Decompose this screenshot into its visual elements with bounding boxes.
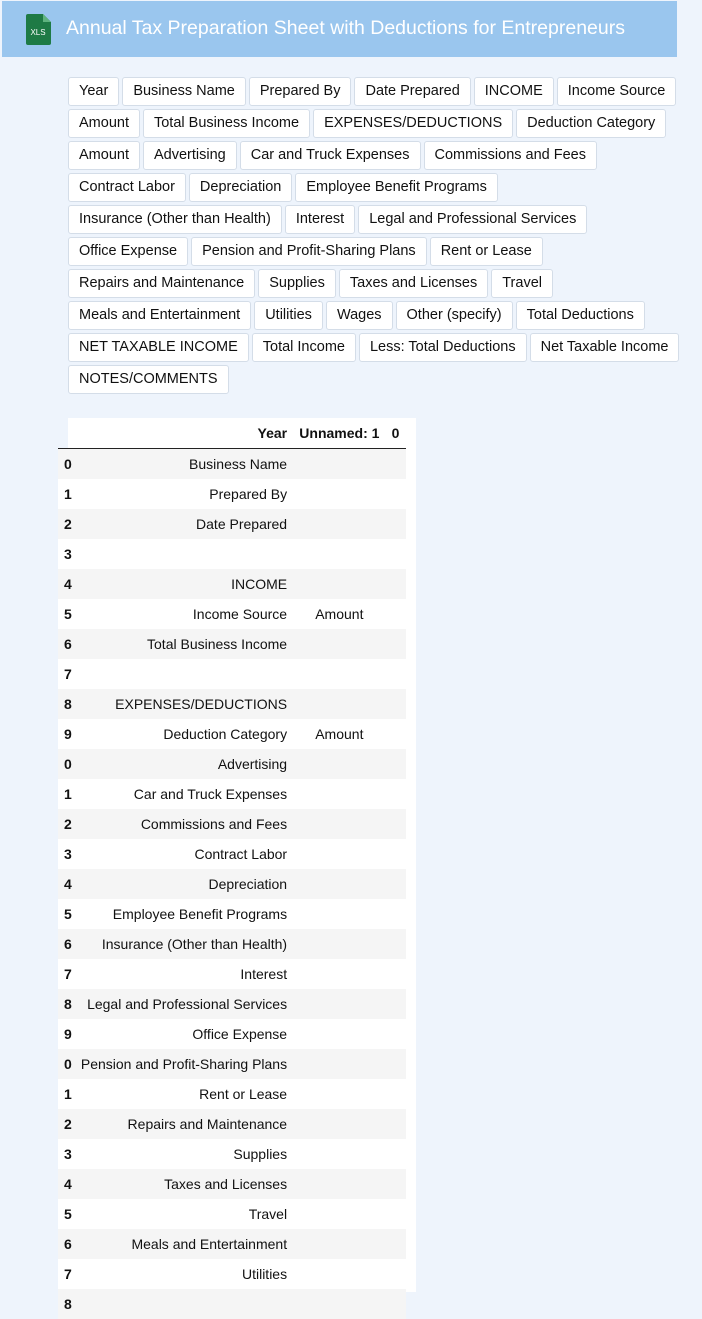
row-index: 1 [58, 479, 74, 509]
table-row [58, 449, 406, 480]
cell-unnamed-1 [293, 1019, 386, 1049]
column-header-0[interactable]: 0 [386, 418, 406, 449]
table-row [58, 1049, 406, 1079]
cell-unnamed-1 [293, 479, 386, 509]
row-index: 6 [58, 629, 74, 659]
row-index: 6 [58, 929, 74, 959]
chip-row [68, 301, 698, 330]
row-index: 7 [58, 659, 74, 689]
row-index: 9 [58, 719, 74, 749]
table-row [58, 749, 406, 779]
row-index: 4 [58, 869, 74, 899]
cell-unnamed-1 [293, 449, 386, 480]
column-chip[interactable]: Amount [68, 141, 140, 170]
cell-unnamed-1 [293, 1139, 386, 1169]
column-chip[interactable]: Legal and Professional Services [358, 205, 587, 234]
cell-0 [386, 839, 406, 869]
column-chip[interactable]: INCOME [474, 77, 554, 106]
cell-0 [386, 1199, 406, 1229]
column-chip[interactable]: Less: Total Deductions [359, 333, 527, 362]
cell-unnamed-1 [293, 1169, 386, 1199]
cell-unnamed-1 [293, 989, 386, 1019]
cell-unnamed-1 [293, 779, 386, 809]
row-index: 8 [58, 689, 74, 719]
row-index: 5 [58, 599, 74, 629]
cell-year [74, 659, 293, 689]
column-chip[interactable]: Date Prepared [354, 77, 470, 106]
table-row [58, 1289, 406, 1319]
column-chip[interactable]: Other (specify) [396, 301, 513, 330]
cell-0 [386, 629, 406, 659]
table-row [58, 479, 406, 509]
cell-year: Date Prepared [74, 509, 293, 539]
column-chip[interactable]: Rent or Lease [430, 237, 543, 266]
cell-0 [386, 1139, 406, 1169]
chip-row [68, 333, 698, 362]
row-index: 3 [58, 1139, 74, 1169]
row-index: 0 [58, 449, 74, 480]
cell-unnamed-1 [293, 959, 386, 989]
cell-year: Rent or Lease [74, 1079, 293, 1109]
cell-0 [386, 749, 406, 779]
cell-year: Income Source [74, 599, 293, 629]
cell-unnamed-1 [293, 839, 386, 869]
cell-0 [386, 1289, 406, 1319]
row-index: 8 [58, 989, 74, 1019]
row-index: 2 [58, 809, 74, 839]
row-index: 3 [58, 539, 74, 569]
cell-0 [386, 599, 406, 629]
cell-0 [386, 1019, 406, 1049]
row-index: 2 [58, 1109, 74, 1139]
column-header-year[interactable]: Year [74, 418, 293, 449]
table-row [58, 809, 406, 839]
table-row [58, 1169, 406, 1199]
cell-unnamed-1 [293, 629, 386, 659]
row-index: 0 [58, 1049, 74, 1079]
cell-unnamed-1 [293, 1079, 386, 1109]
column-chip[interactable]: Business Name [122, 77, 246, 106]
cell-0 [386, 929, 406, 959]
cell-0 [386, 779, 406, 809]
table-row [58, 629, 406, 659]
cell-unnamed-1 [293, 689, 386, 719]
table-row [58, 989, 406, 1019]
cell-year [74, 1289, 293, 1319]
cell-0 [386, 1229, 406, 1259]
row-index: 4 [58, 1169, 74, 1199]
column-chip[interactable]: Repairs and Maintenance [68, 269, 255, 298]
column-chip[interactable]: Utilities [254, 301, 323, 330]
table-row [58, 1199, 406, 1229]
chip-row [68, 77, 698, 106]
cell-unnamed-1 [293, 1229, 386, 1259]
column-chip[interactable]: Total Business Income [143, 109, 310, 138]
cell-year: Depreciation [74, 869, 293, 899]
cell-year: Legal and Professional Services [74, 989, 293, 1019]
cell-unnamed-1 [293, 899, 386, 929]
cell-0 [386, 539, 406, 569]
column-chip[interactable]: Deduction Category [516, 109, 666, 138]
page-title: Annual Tax Preparation Sheet with Deductions for Entrepreneurs [66, 1, 625, 57]
column-chip[interactable]: Taxes and Licenses [339, 269, 488, 298]
column-chip[interactable]: Meals and Entertainment [68, 301, 251, 330]
table-row [58, 539, 406, 569]
column-chip[interactable]: NET TAXABLE INCOME [68, 333, 249, 362]
cell-0 [386, 899, 406, 929]
cell-year: Advertising [74, 749, 293, 779]
cell-year: Prepared By [74, 479, 293, 509]
row-index: 1 [58, 1079, 74, 1109]
chip-row [68, 365, 698, 394]
column-chip[interactable]: Wages [326, 301, 393, 330]
chip-row [68, 109, 698, 138]
row-index: 0 [58, 749, 74, 779]
cell-year: EXPENSES/DEDUCTIONS [74, 689, 293, 719]
row-index: 8 [58, 1289, 74, 1319]
cell-0 [386, 869, 406, 899]
cell-year: Pension and Profit-Sharing Plans [74, 1049, 293, 1079]
table-row [58, 1109, 406, 1139]
chip-row [68, 173, 698, 202]
cell-unnamed-1 [293, 749, 386, 779]
cell-unnamed-1 [293, 1199, 386, 1229]
cell-unnamed-1: Amount [293, 599, 386, 629]
cell-unnamed-1 [293, 1109, 386, 1139]
cell-year: Travel [74, 1199, 293, 1229]
table-row [58, 569, 406, 599]
cell-0 [386, 989, 406, 1019]
cell-0 [386, 1109, 406, 1139]
column-chip[interactable]: EXPENSES/DEDUCTIONS [313, 109, 513, 138]
column-chip[interactable]: Supplies [258, 269, 336, 298]
cell-unnamed-1 [293, 1259, 386, 1289]
column-chip[interactable]: Interest [285, 205, 355, 234]
table-row [58, 689, 406, 719]
row-index: 9 [58, 1019, 74, 1049]
cell-year: Taxes and Licenses [74, 1169, 293, 1199]
xls-file-icon [24, 14, 52, 45]
index-header [58, 418, 74, 449]
chip-row [68, 205, 698, 234]
cell-0 [386, 479, 406, 509]
table-row [58, 1259, 406, 1289]
table-row [58, 1229, 406, 1259]
cell-unnamed-1 [293, 869, 386, 899]
cell-0 [386, 1049, 406, 1079]
cell-unnamed-1 [293, 929, 386, 959]
column-chip[interactable]: Amount [68, 109, 140, 138]
cell-0 [386, 959, 406, 989]
cell-year: Business Name [74, 449, 293, 480]
cell-0 [386, 1169, 406, 1199]
table-header-row [58, 418, 406, 449]
cell-unnamed-1 [293, 509, 386, 539]
column-chip[interactable]: Contract Labor [68, 173, 186, 202]
cell-0 [386, 1259, 406, 1289]
cell-unnamed-1 [293, 809, 386, 839]
cell-year: Deduction Category [74, 719, 293, 749]
cell-unnamed-1 [293, 1289, 386, 1319]
cell-year: Meals and Entertainment [74, 1229, 293, 1259]
cell-year: Total Business Income [74, 629, 293, 659]
chip-row [68, 269, 698, 298]
cell-0 [386, 659, 406, 689]
table-row [58, 899, 406, 929]
cell-0 [386, 809, 406, 839]
column-chip[interactable]: NOTES/COMMENTS [68, 365, 229, 394]
column-chip[interactable]: Pension and Profit-Sharing Plans [191, 237, 427, 266]
table-row [58, 929, 406, 959]
column-chip[interactable]: Prepared By [249, 77, 352, 106]
column-header-unnamed-1[interactable]: Unnamed: 1 [293, 418, 386, 449]
column-chip-list [68, 77, 698, 397]
column-chip[interactable]: Income Source [557, 77, 677, 106]
cell-0 [386, 449, 406, 480]
cell-0 [386, 1079, 406, 1109]
table-row [58, 1139, 406, 1169]
column-chip[interactable]: Net Taxable Income [530, 333, 680, 362]
column-chip[interactable]: Employee Benefit Programs [295, 173, 498, 202]
cell-unnamed-1 [293, 569, 386, 599]
cell-year: Supplies [74, 1139, 293, 1169]
cell-year: Employee Benefit Programs [74, 899, 293, 929]
column-chip[interactable]: Total Income [252, 333, 356, 362]
row-index: 6 [58, 1229, 74, 1259]
cell-0 [386, 569, 406, 599]
cell-unnamed-1 [293, 659, 386, 689]
row-index: 3 [58, 839, 74, 869]
row-index: 2 [58, 509, 74, 539]
table-row [58, 839, 406, 869]
column-chip[interactable]: Year [68, 77, 119, 106]
chip-row [68, 237, 698, 266]
column-chip[interactable]: Travel [491, 269, 553, 298]
table-row [58, 869, 406, 899]
cell-0 [386, 509, 406, 539]
column-chip[interactable]: Total Deductions [516, 301, 645, 330]
cell-year [74, 539, 293, 569]
chip-row [68, 141, 698, 170]
column-chip[interactable]: Car and Truck Expenses [240, 141, 421, 170]
table-row [58, 599, 406, 629]
column-chip[interactable]: Office Expense [68, 237, 188, 266]
cell-year: Interest [74, 959, 293, 989]
cell-unnamed-1 [293, 539, 386, 569]
cell-unnamed-1 [293, 1049, 386, 1079]
row-index: 5 [58, 899, 74, 929]
row-index: 1 [58, 779, 74, 809]
cell-year: Commissions and Fees [74, 809, 293, 839]
row-index: 5 [58, 1199, 74, 1229]
cell-year: Contract Labor [74, 839, 293, 869]
column-chip[interactable]: Advertising [143, 141, 237, 170]
table-row [58, 1019, 406, 1049]
row-index: 7 [58, 959, 74, 989]
cell-0 [386, 689, 406, 719]
cell-year: Office Expense [74, 1019, 293, 1049]
column-chip[interactable]: Insurance (Other than Health) [68, 205, 282, 234]
row-index: 4 [58, 569, 74, 599]
cell-year: Repairs and Maintenance [74, 1109, 293, 1139]
table-row [58, 719, 406, 749]
row-index: 7 [58, 1259, 74, 1289]
cell-year: Insurance (Other than Health) [74, 929, 293, 959]
cell-0 [386, 719, 406, 749]
table-row [58, 659, 406, 689]
column-chip[interactable]: Depreciation [189, 173, 292, 202]
cell-year: INCOME [74, 569, 293, 599]
table-row [58, 509, 406, 539]
table-body [58, 449, 406, 1319]
column-chip[interactable]: Commissions and Fees [424, 141, 598, 170]
table-row [58, 779, 406, 809]
cell-year: Car and Truck Expenses [74, 779, 293, 809]
cell-unnamed-1: Amount [293, 719, 386, 749]
title-bar [2, 1, 677, 57]
table-row [58, 959, 406, 989]
data-table [58, 418, 406, 1319]
svg-text:XLS: XLS [30, 28, 45, 37]
cell-year: Utilities [74, 1259, 293, 1289]
table-row [58, 1079, 406, 1109]
data-table-container [68, 418, 416, 1292]
